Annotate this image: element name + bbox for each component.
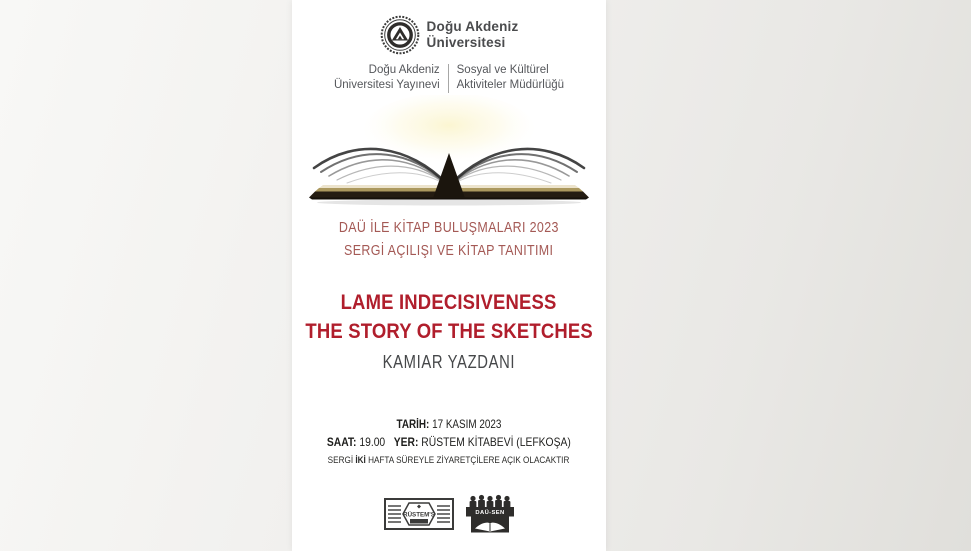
event-details <box>307 419 591 466</box>
date-label: TARİH: <box>396 419 430 432</box>
publisher-name: Doğu Akdeniz Üniversitesi Yayınevi <box>333 64 440 92</box>
series-title-line1: DAÜ İLE KİTAP BULUŞMALARI 2023 <box>339 220 559 237</box>
series-title-line2: SERGİ AÇILIŞI VE KİTAP TANITIMI <box>344 242 554 259</box>
rustems-logo-text: RÜSTEM'S <box>403 511 435 519</box>
department-name: Sosyal ve Kültürel Aktiviteler Müdürlüğü <box>456 64 565 92</box>
venue-label: YER: <box>393 435 419 450</box>
event-title-line1: LAME INDECISIVENESS <box>341 290 557 315</box>
dau-sen-logo-text: DAÜ-SEN <box>475 510 505 517</box>
venue-value: RÜSTEM KİTABEVİ (LEFKOŞA) <box>418 435 571 450</box>
time-label: SAAT: <box>327 435 357 450</box>
footer-logos <box>383 493 515 535</box>
time-venue-line <box>307 435 591 449</box>
dau-sen-logo <box>465 493 515 535</box>
university-name-line1: Doğu Akdeniz <box>426 19 519 35</box>
date-value: 17 KASIM 2023 <box>429 419 502 432</box>
university-seal-icon <box>380 15 420 55</box>
rustems-banner <box>410 519 428 524</box>
author-name: KAMIAR YAZDANI <box>382 351 516 373</box>
university-name-line2: Üniversitesi <box>426 35 506 50</box>
organizers <box>334 63 564 93</box>
university-logo <box>380 15 519 55</box>
exhibition-note: SERGİ İKİ HAFTA SÜREYLE ZİYARETÇİLERE AÇIK OLACAKTIR <box>328 455 570 467</box>
university-name <box>427 19 519 51</box>
series-title <box>321 217 577 262</box>
date-line <box>307 419 591 431</box>
people-silhouettes-icon <box>470 495 511 508</box>
open-book-image <box>299 95 599 207</box>
rustems-bookshop-logo <box>383 494 455 534</box>
event-title <box>282 288 616 345</box>
event-poster <box>292 0 606 551</box>
time-value: 19.00 <box>356 435 386 450</box>
event-title-line2: THE STORY OF THE SKETCHES <box>305 318 593 343</box>
